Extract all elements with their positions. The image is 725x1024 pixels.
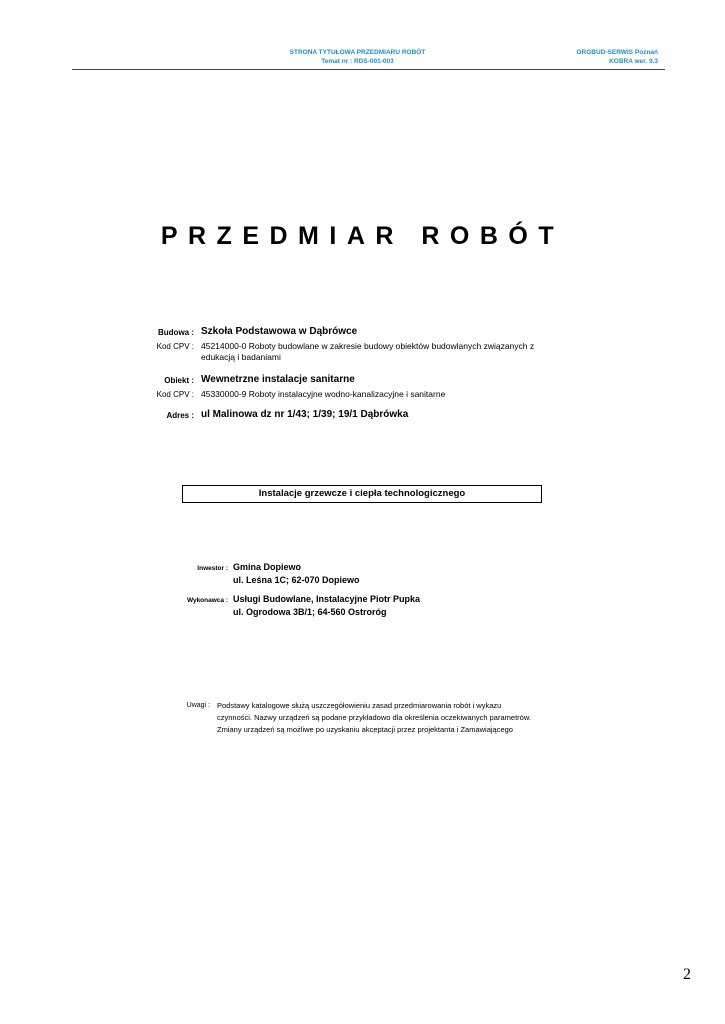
inwestor-address: ul. Leśna 1C; 62-070 Dopiewo <box>233 575 360 585</box>
header-version: KOBRA wer. 9.3 <box>609 58 658 65</box>
obiekt-cpv-label: Kod CPV : <box>156 390 194 399</box>
page-title: PRZEDMIAR ROBÓT <box>160 222 565 250</box>
obiekt-label: Obiekt : <box>164 376 194 385</box>
budowa-cpv-line2: edukacją i badaniami <box>201 352 281 362</box>
page-number: 2 <box>683 966 691 983</box>
header-divider <box>72 69 665 70</box>
obiekt-value: Wewnetrzne instalacje sanitarne <box>201 374 355 385</box>
adres-value: ul Malinowa dz nr 1/43; 1/39; 19/1 Dąbrówka <box>201 409 409 420</box>
header-left <box>250 48 465 66</box>
wykonawca-address: ul. Ogrodowa 3B/1; 64-560 Ostroróg <box>233 607 387 617</box>
budowa-cpv-line1: 45214000-0 Roboty budowlane w zakresie budowy obiektów budowlanych związanych z <box>201 341 535 351</box>
uwagi-line1: Podstawy katalogowe służą uszczegółowieniu zasad przedmiarowania robót i wykazu <box>217 701 502 710</box>
wykonawca-name: Usługi Budowlane, Instalacyjne Piotr Pupka <box>233 594 421 604</box>
budowa-cpv-value <box>201 341 561 363</box>
header-right <box>577 48 659 66</box>
section-title-box: Instalacje grzewcze i ciepła technologicznego <box>182 485 542 503</box>
inwestor-label: Inwestor : <box>197 565 228 572</box>
inwestor-name: Gmina Dopiewo <box>233 562 302 572</box>
header-company: ORGBUD-SERWIS Poznań <box>576 49 658 56</box>
inwestor-value <box>233 561 360 587</box>
uwagi-label: Uwagi : <box>186 702 210 709</box>
budowa-value: Szkoła Podstawowa w Dąbrówce <box>201 326 358 337</box>
budowa-label: Budowa : <box>158 328 194 337</box>
budowa-cpv-label: Kod CPV : <box>156 342 194 351</box>
uwagi-text <box>217 700 531 736</box>
uwagi-line3: Zmiany urządzeń są możliwe po uzyskaniu akceptacji przez projektanta i Zamawiającego <box>217 725 513 734</box>
obiekt-cpv-value: 45330000-9 Roboty instalacyjne wodno-kanalizacyjne i sanitarne <box>201 389 446 399</box>
adres-label: Adres : <box>166 411 194 420</box>
header-topic: Temat nr : RDS-001-003 <box>321 58 394 65</box>
uwagi-line2: czynności. Nazwy urządzeń są podane przykładowo dla określenia oczekiwanych parametrów. <box>217 713 531 722</box>
header-title: STRONA TYTUŁOWA PRZEDMIARU ROBÓT <box>289 49 426 56</box>
wykonawca-label: Wykonawca : <box>186 597 228 604</box>
wykonawca-value <box>233 593 420 619</box>
